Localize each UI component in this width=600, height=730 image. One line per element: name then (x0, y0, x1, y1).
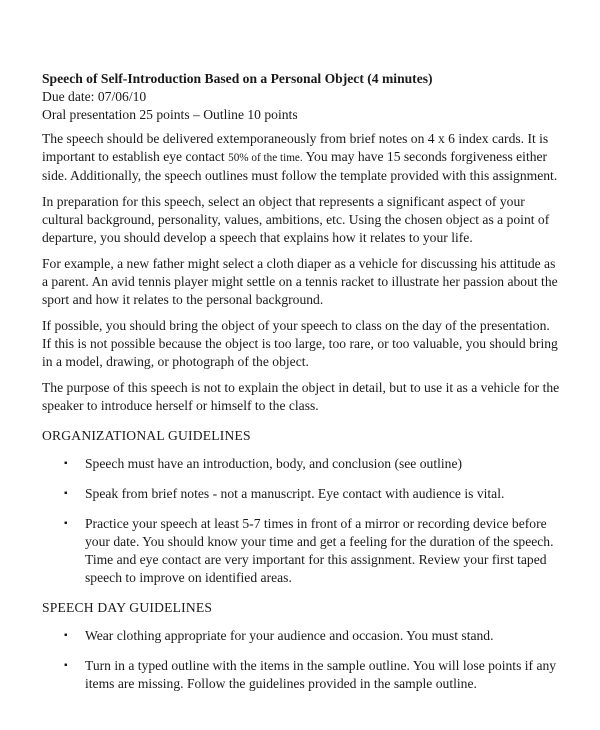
list-item (42, 455, 562, 473)
paragraph-bring-object: If possible, you should bring the object of your speech to class on the day of the presentation. If this is not possible because the object is too large, too rare, or too valuable, you should bring in a model, drawing, or photograph of the object. (42, 318, 558, 369)
paragraph-delivery-part2: You may have 15 seconds forgiveness either side. Additionally, the speech outlines must follow the template provided with this assignment. (42, 149, 558, 183)
paragraph-preparation: In preparation for this speech, select an object that represents a significant aspect of your cultural background, personality, values, ambitions, etc. Using the chosen object as a point of departure, you should develop a speech that explains how it relates to your life. (42, 194, 550, 245)
list-item-text: Practice your speech at least 5-7 times in front of a mirror or recording device before your date. You should know your time and get a feeling for the duration of the speech. Time and eye contact are very important for this assignment. Review your first taped speech to improve on identified areas. (85, 516, 554, 585)
paragraph-delivery-eye-contact: 50% of the time. (228, 152, 303, 164)
document-title: Speech of Self-Introduction Based on a Personal Object (4 minutes) (42, 71, 433, 86)
bullet-icon: ▪ (64, 458, 68, 469)
due-date: Due date: 07/06/10 (42, 89, 147, 104)
list-item (42, 515, 562, 587)
list-item-text: Speech must have an introduction, body, and conclusion (see outline) (85, 456, 463, 471)
paragraph-delivery (42, 130, 562, 185)
points-line: Oral presentation 25 points – Outline 10 points (42, 107, 298, 122)
organizational-guidelines-list (42, 455, 562, 587)
bullet-icon: ▪ (64, 630, 68, 641)
paragraph-example: For example, a new father might select a cloth diaper as a vehicle for discussing his attitude as a parent. An avid tennis player might settle on a tennis racket to illustrate her passion about the sport and how it relates to the personal background. (42, 256, 558, 307)
bullet-icon: ▪ (64, 488, 68, 499)
list-item (42, 627, 562, 645)
speech-day-guidelines-list (42, 627, 562, 693)
paragraph-delivery-part1: The speech should be delivered extemporaneously from brief notes on 4 x 6 index cards. It is important to establish eye contact (42, 131, 549, 164)
paragraph-purpose: The purpose of this speech is not to explain the object in detail, but to use it as a vehicle for the speaker to introduce herself or himself to the class. (42, 380, 560, 413)
list-item (42, 485, 562, 503)
list-item-text: Speak from brief notes - not a manuscript. Eye contact with audience is vital. (85, 486, 505, 501)
list-item-text: Wear clothing appropriate for your audience and occasion. You must stand. (85, 628, 494, 643)
bullet-icon: ▪ (64, 660, 68, 671)
organizational-guidelines-heading: ORGANIZATIONAL GUIDELINES (42, 428, 251, 443)
list-item (42, 657, 562, 693)
document-page (42, 70, 562, 705)
list-item-text: Turn in a typed outline with the items in the sample outline. You will lose points if any items are missing. Follow the guidelines provided in the sample outline. (85, 658, 557, 691)
bullet-icon: ▪ (64, 518, 68, 529)
speech-day-guidelines-heading: SPEECH DAY GUIDELINES (42, 600, 213, 615)
